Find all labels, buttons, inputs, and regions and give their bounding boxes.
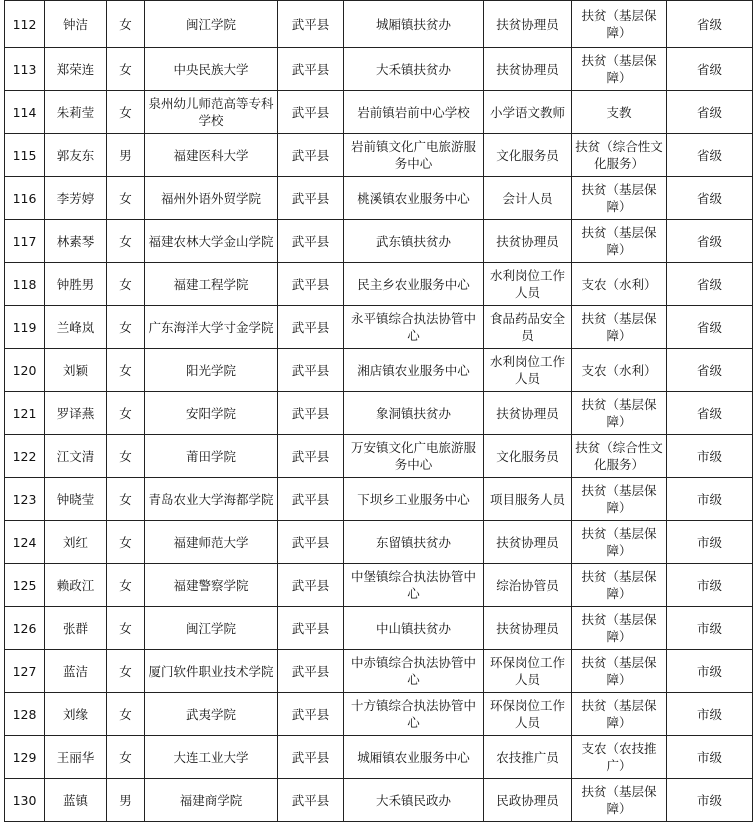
level-cell: 市级 [667,779,753,822]
seq-cell: 125 [5,564,45,607]
seq-cell: 128 [5,693,45,736]
position-cell: 小学语文教师 [484,91,572,134]
name-cell: 兰峰岚 [45,306,107,349]
gender-cell: 女 [107,177,145,220]
roster-table-container [4,0,753,822]
county-cell: 武平县 [278,177,344,220]
county-cell: 武平县 [278,607,344,650]
seq-cell: 126 [5,607,45,650]
seq-cell: 119 [5,306,45,349]
position-cell: 农技推广员 [484,736,572,779]
school-cell: 莆田学院 [145,435,278,478]
county-cell: 武平县 [278,349,344,392]
name-cell: 钟晓莹 [45,478,107,521]
gender-cell: 女 [107,521,145,564]
unit-cell: 象洞镇扶贫办 [344,392,484,435]
unit-cell: 民主乡农业服务中心 [344,263,484,306]
school-cell: 福建工程学院 [145,263,278,306]
unit-cell: 城厢镇农业服务中心 [344,736,484,779]
position-cell: 文化服务员 [484,435,572,478]
table-row [5,349,753,392]
school-cell: 厦门软件职业技术学院 [145,650,278,693]
level-cell: 省级 [667,1,753,48]
gender-cell: 女 [107,306,145,349]
program-cell: 扶贫（基层保障） [572,478,667,521]
name-cell: 王丽华 [45,736,107,779]
gender-cell: 女 [107,478,145,521]
county-cell: 武平县 [278,435,344,478]
table-row [5,220,753,263]
table-row [5,521,753,564]
unit-cell: 万安镇文化广电旅游服务中心 [344,435,484,478]
program-cell: 扶贫（基层保障） [572,220,667,263]
position-cell: 扶贫协理员 [484,220,572,263]
table-row [5,736,753,779]
seq-cell: 121 [5,392,45,435]
unit-cell: 城厢镇扶贫办 [344,1,484,48]
position-cell: 扶贫协理员 [484,1,572,48]
position-cell: 水利岗位工作人员 [484,349,572,392]
gender-cell: 男 [107,134,145,177]
school-cell: 福建师范大学 [145,521,278,564]
school-cell: 福建警察学院 [145,564,278,607]
gender-cell: 女 [107,1,145,48]
unit-cell: 永平镇综合执法协管中心 [344,306,484,349]
county-cell: 武平县 [278,306,344,349]
name-cell: 张群 [45,607,107,650]
name-cell: 钟胜男 [45,263,107,306]
program-cell: 支农（水利） [572,349,667,392]
table-row [5,607,753,650]
table-row [5,306,753,349]
table-row [5,91,753,134]
name-cell: 郭友东 [45,134,107,177]
school-cell: 武夷学院 [145,693,278,736]
gender-cell: 女 [107,48,145,91]
unit-cell: 湘店镇农业服务中心 [344,349,484,392]
program-cell: 扶贫（基层保障） [572,306,667,349]
unit-cell: 武东镇扶贫办 [344,220,484,263]
gender-cell: 女 [107,607,145,650]
position-cell: 环保岗位工作人员 [484,693,572,736]
school-cell: 福州外语外贸学院 [145,177,278,220]
seq-cell: 123 [5,478,45,521]
unit-cell: 中堡镇综合执法协管中心 [344,564,484,607]
table-row [5,392,753,435]
seq-cell: 127 [5,650,45,693]
school-cell: 泉州幼儿师范高等专科学校 [145,91,278,134]
level-cell: 省级 [667,48,753,91]
level-cell: 市级 [667,521,753,564]
seq-cell: 122 [5,435,45,478]
school-cell: 阳光学院 [145,349,278,392]
gender-cell: 女 [107,220,145,263]
position-cell: 扶贫协理员 [484,392,572,435]
seq-cell: 120 [5,349,45,392]
county-cell: 武平县 [278,392,344,435]
name-cell: 蓝洁 [45,650,107,693]
county-cell: 武平县 [278,48,344,91]
name-cell: 蓝镇 [45,779,107,822]
county-cell: 武平县 [278,521,344,564]
gender-cell: 女 [107,392,145,435]
name-cell: 刘颖 [45,349,107,392]
name-cell: 赖政江 [45,564,107,607]
program-cell: 扶贫（基层保障） [572,779,667,822]
gender-cell: 女 [107,435,145,478]
table-row [5,1,753,48]
county-cell: 武平县 [278,220,344,263]
table-row [5,564,753,607]
gender-cell: 女 [107,349,145,392]
county-cell: 武平县 [278,91,344,134]
level-cell: 市级 [667,736,753,779]
table-row [5,263,753,306]
name-cell: 郑荣连 [45,48,107,91]
seq-cell: 114 [5,91,45,134]
level-cell: 市级 [667,564,753,607]
name-cell: 林素琴 [45,220,107,263]
level-cell: 市级 [667,478,753,521]
level-cell: 省级 [667,392,753,435]
position-cell: 扶贫协理员 [484,607,572,650]
table-row [5,779,753,822]
level-cell: 省级 [667,220,753,263]
level-cell: 省级 [667,306,753,349]
table-row [5,435,753,478]
school-cell: 福建医科大学 [145,134,278,177]
county-cell: 武平县 [278,263,344,306]
school-cell: 大连工业大学 [145,736,278,779]
position-cell: 综治协管员 [484,564,572,607]
level-cell: 省级 [667,177,753,220]
program-cell: 扶贫（基层保障） [572,650,667,693]
unit-cell: 大禾镇民政办 [344,779,484,822]
unit-cell: 十方镇综合执法协管中心 [344,693,484,736]
unit-cell: 桃溪镇农业服务中心 [344,177,484,220]
unit-cell: 岩前镇文化广电旅游服务中心 [344,134,484,177]
gender-cell: 女 [107,736,145,779]
program-cell: 扶贫（综合性文化服务） [572,134,667,177]
position-cell: 民政协理员 [484,779,572,822]
position-cell: 食品药品安全员 [484,306,572,349]
name-cell: 朱莉莹 [45,91,107,134]
level-cell: 省级 [667,263,753,306]
program-cell: 支农（农技推广） [572,736,667,779]
program-cell: 扶贫（基层保障） [572,521,667,564]
county-cell: 武平县 [278,736,344,779]
program-cell: 扶贫（综合性文化服务） [572,435,667,478]
unit-cell: 中山镇扶贫办 [344,607,484,650]
county-cell: 武平县 [278,564,344,607]
seq-cell: 117 [5,220,45,263]
unit-cell: 岩前镇岩前中心学校 [344,91,484,134]
table-row [5,478,753,521]
program-cell: 扶贫（基层保障） [572,693,667,736]
level-cell: 市级 [667,650,753,693]
unit-cell: 大禾镇扶贫办 [344,48,484,91]
program-cell: 扶贫（基层保障） [572,564,667,607]
gender-cell: 女 [107,91,145,134]
table-row [5,134,753,177]
seq-cell: 113 [5,48,45,91]
position-cell: 文化服务员 [484,134,572,177]
seq-cell: 129 [5,736,45,779]
level-cell: 市级 [667,693,753,736]
position-cell: 会计人员 [484,177,572,220]
roster-table-body [5,1,753,822]
school-cell: 福建商学院 [145,779,278,822]
seq-cell: 124 [5,521,45,564]
school-cell: 广东海洋大学寸金学院 [145,306,278,349]
seq-cell: 115 [5,134,45,177]
level-cell: 市级 [667,607,753,650]
seq-cell: 130 [5,779,45,822]
seq-cell: 112 [5,1,45,48]
name-cell: 李芳婷 [45,177,107,220]
level-cell: 省级 [667,91,753,134]
position-cell: 环保岗位工作人员 [484,650,572,693]
table-row [5,650,753,693]
name-cell: 罗译燕 [45,392,107,435]
seq-cell: 116 [5,177,45,220]
gender-cell: 女 [107,650,145,693]
position-cell: 项目服务人员 [484,478,572,521]
program-cell: 扶贫（基层保障） [572,392,667,435]
level-cell: 省级 [667,134,753,177]
program-cell: 扶贫（基层保障） [572,607,667,650]
unit-cell: 中赤镇综合执法协管中心 [344,650,484,693]
unit-cell: 东留镇扶贫办 [344,521,484,564]
program-cell: 支教 [572,91,667,134]
level-cell: 省级 [667,349,753,392]
position-cell: 扶贫协理员 [484,48,572,91]
name-cell: 刘缘 [45,693,107,736]
gender-cell: 男 [107,779,145,822]
school-cell: 中央民族大学 [145,48,278,91]
county-cell: 武平县 [278,134,344,177]
school-cell: 闽江学院 [145,607,278,650]
program-cell: 扶贫（基层保障） [572,1,667,48]
table-row [5,693,753,736]
name-cell: 钟洁 [45,1,107,48]
level-cell: 市级 [667,435,753,478]
table-row [5,48,753,91]
program-cell: 支农（水利） [572,263,667,306]
position-cell: 扶贫协理员 [484,521,572,564]
school-cell: 青岛农业大学海都学院 [145,478,278,521]
county-cell: 武平县 [278,1,344,48]
seq-cell: 118 [5,263,45,306]
county-cell: 武平县 [278,693,344,736]
school-cell: 福建农林大学金山学院 [145,220,278,263]
name-cell: 刘红 [45,521,107,564]
gender-cell: 女 [107,263,145,306]
roster-table [4,0,753,822]
unit-cell: 下坝乡工业服务中心 [344,478,484,521]
name-cell: 江文清 [45,435,107,478]
county-cell: 武平县 [278,478,344,521]
program-cell: 扶贫（基层保障） [572,177,667,220]
program-cell: 扶贫（基层保障） [572,48,667,91]
school-cell: 闽江学院 [145,1,278,48]
table-row [5,177,753,220]
gender-cell: 女 [107,564,145,607]
position-cell: 水利岗位工作人员 [484,263,572,306]
county-cell: 武平县 [278,650,344,693]
county-cell: 武平县 [278,779,344,822]
gender-cell: 女 [107,693,145,736]
school-cell: 安阳学院 [145,392,278,435]
